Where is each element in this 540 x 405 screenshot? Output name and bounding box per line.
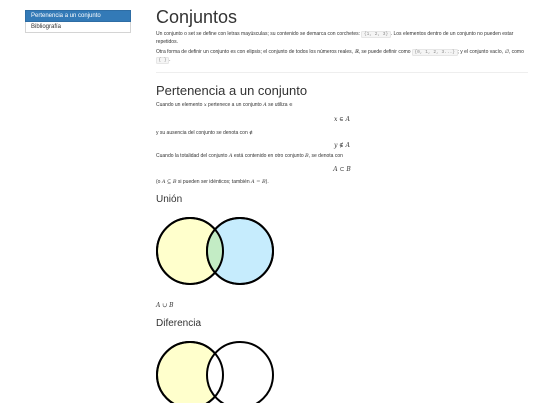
union-venn-diagram: [156, 209, 296, 293]
section-heading-union: Unión: [156, 194, 183, 205]
membership-paragraph-1: Cuando un elemento x pertenece a un conjunto A se utiliza ∈: [156, 102, 293, 108]
formula-membership: x ∈ A: [334, 115, 350, 123]
intro-paragraph-2: Otra forma de definir un conjunto es con elipsis; el conjunto de todos los números reales, ℝ, se puede definir como {0, 1, 2, 3...} ; y el conjunto vacío, ∅, como { } .: [156, 49, 524, 63]
reals-symbol: ℝ: [354, 49, 359, 55]
section-divider: [156, 72, 528, 73]
membership-paragraph-4: (o A ⊆ B si pueden ser idénticos; también A = B).: [156, 178, 269, 185]
empty-set-symbol: ∅: [504, 49, 509, 55]
membership-paragraph-3: Cuando la totalidad del conjunto A está contenido en otro conjunto B, se denota con: [156, 153, 343, 159]
section-heading-membership: Pertenencia a un conjunto: [156, 83, 308, 98]
membership-paragraph-2: y su ausencia del conjunto se denota con ∉: [156, 129, 253, 136]
sidebar-item-bibliografia[interactable]: Bibliografía: [25, 22, 131, 33]
page-title: Conjuntos: [156, 7, 238, 27]
formula-subset: A ⊂ B: [333, 165, 351, 173]
sidebar-item-pertenencia[interactable]: Pertenencia a un conjunto: [25, 10, 131, 22]
code-set-example: {1, 2, 3}: [361, 31, 390, 38]
union-caption: A ∪ B: [156, 302, 174, 309]
intro-paragraph-1: Un conjunto o set se define con letras mayúsculas; su contenido se demarca con corchetes: {1, 2, 3} . Los elementos dentro de un conjunto no pueden estar repetidos.: [156, 31, 514, 45]
code-ellipsis-example: {0, 1, 2, 3...}: [412, 49, 458, 56]
difference-venn-diagram: [156, 333, 296, 403]
code-empty-set: { }: [156, 57, 169, 64]
sidebar-nav: [25, 10, 131, 33]
main-content: [156, 6, 528, 403]
section-heading-difference: Diferencia: [156, 317, 202, 329]
formula-non-membership: y ∉ A: [334, 142, 350, 149]
